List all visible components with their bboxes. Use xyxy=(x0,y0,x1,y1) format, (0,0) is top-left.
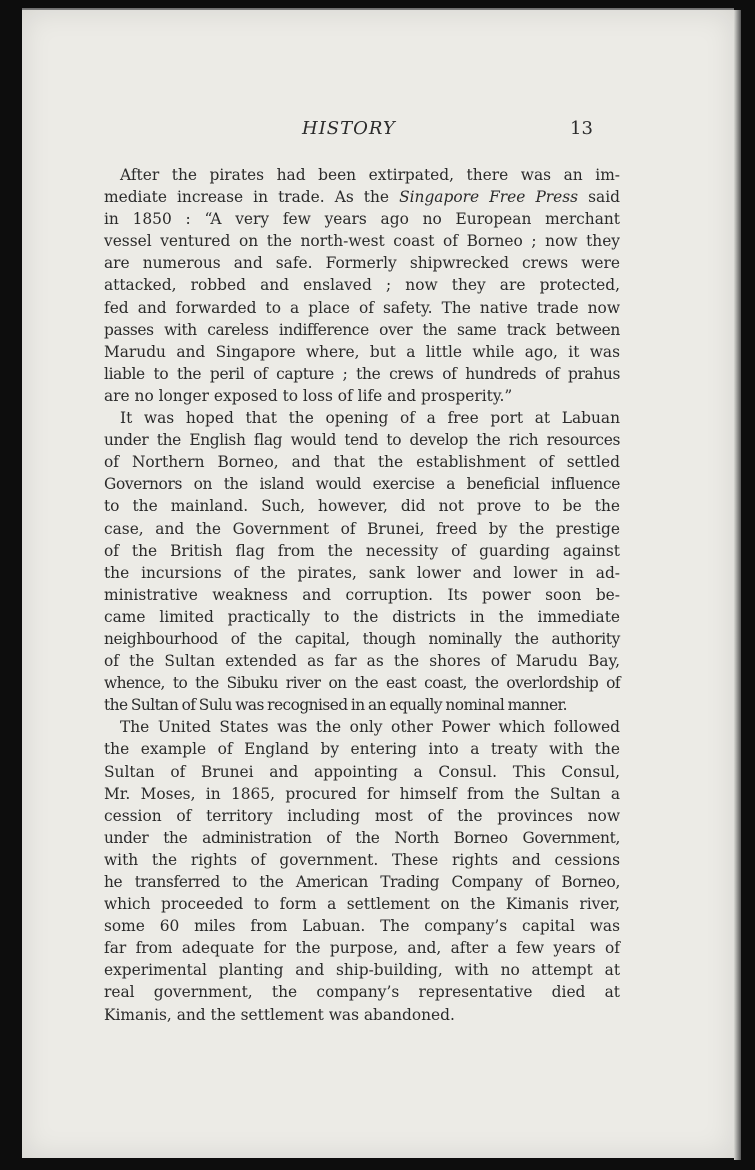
body-text xyxy=(104,164,620,1026)
text-line: to the mainland. Such, however, did not prove to be the xyxy=(104,497,620,516)
text-line: the incursions of the pirates, sank lower and lower in ad- xyxy=(104,563,620,582)
text-line: case, and the Government of Brunei, freed by the prestige xyxy=(104,519,620,538)
text-line: After the pirates had been extirpated, there was an im- xyxy=(120,166,620,184)
text-line: the example of England by entering into a treaty with the xyxy=(104,740,620,759)
text-line: Sultan of Brunei and appointing a Consul. This Consul, xyxy=(104,762,620,781)
text-line: Marudu and Singapore where, but a little while ago, it was xyxy=(104,342,620,361)
text-line: of the Sultan extended as far as the shores of Marudu Bay, xyxy=(104,652,620,671)
text-line: attacked, robbed and enslaved ; now they are protected, xyxy=(104,276,620,295)
text-line: passes with careless indifference over the same track between xyxy=(104,320,620,339)
text-line: Mr. Moses, in 1865, procured for himself from the Sultan a xyxy=(104,784,620,803)
paragraph xyxy=(104,716,620,1025)
text-line: cession of territory including most of the provinces now xyxy=(104,806,620,825)
text-line: some 60 miles from Labuan. The company’s capital was xyxy=(104,917,620,936)
text-line: of the British flag from the necessity of guarding against xyxy=(104,541,620,560)
text-line: are numerous and safe. Formerly shipwrecked crews were xyxy=(104,254,620,273)
text-line: real government, the company’s representative died at xyxy=(104,983,620,1002)
text-line: neighbourhood of the capital, though nominally the authority xyxy=(104,629,620,648)
running-head-title: HISTORY xyxy=(302,118,396,139)
text-line: with the rights of government. These rights and cessions xyxy=(104,850,620,869)
text-line: ministrative weakness and corruption. Its power soon be- xyxy=(104,585,620,604)
text-line: far from adequate for the purpose, and, after a few years of xyxy=(104,939,620,958)
text-line: It was hoped that the opening of a free port at Labuan xyxy=(120,409,620,428)
text-line: liable to the peril of capture ; the crews of hundreds of prahus xyxy=(104,364,620,383)
text-line: whence, to the Sibuku river on the east coast, the overlordship of xyxy=(104,674,620,693)
text-line: fed and forwarded to a place of safety. The native trade now xyxy=(104,298,620,317)
text-line: Kimanis, and the settlement was abandoned. xyxy=(104,1005,455,1024)
text-line: he transferred to the American Trading Company of Borneo, xyxy=(104,873,620,891)
text-line: are no longer exposed to loss of life and prosperity.” xyxy=(104,386,513,405)
paragraph xyxy=(104,164,620,407)
text-line: under the administration of the North Borneo Government, xyxy=(104,828,620,847)
text-line: under the English flag would tend to develop the rich resources xyxy=(104,431,620,450)
italic-title: Singapore Free Press xyxy=(399,188,579,207)
paragraph xyxy=(104,407,620,716)
text-line: experimental planting and ship-building, with no attempt at xyxy=(104,961,620,980)
text-line: which proceeded to form a settlement on the Kimanis river, xyxy=(104,895,620,914)
page-right-edge xyxy=(734,10,741,1160)
text-line: Governors on the island would exercise a beneficial influence xyxy=(104,475,620,494)
text-line: in 1850 : “A very few years ago no European merchant xyxy=(104,210,620,229)
text-line: vessel ventured on the north-west coast of Borneo ; now they xyxy=(104,232,620,251)
page-number: 13 xyxy=(570,118,593,139)
text-line: of Northern Borneo, and that the establishment of settled xyxy=(104,453,620,472)
text-line: came limited practically to the districts in the immediate xyxy=(104,607,620,626)
text-line: The United States was the only other Power which followed xyxy=(120,718,620,737)
text-line: the Sultan of Sulu was recognised in an equally nominal manner. xyxy=(104,696,568,715)
book-page xyxy=(22,10,734,1158)
text-line: mediate increase in trade. As the Singapore Free Press said xyxy=(104,188,620,207)
